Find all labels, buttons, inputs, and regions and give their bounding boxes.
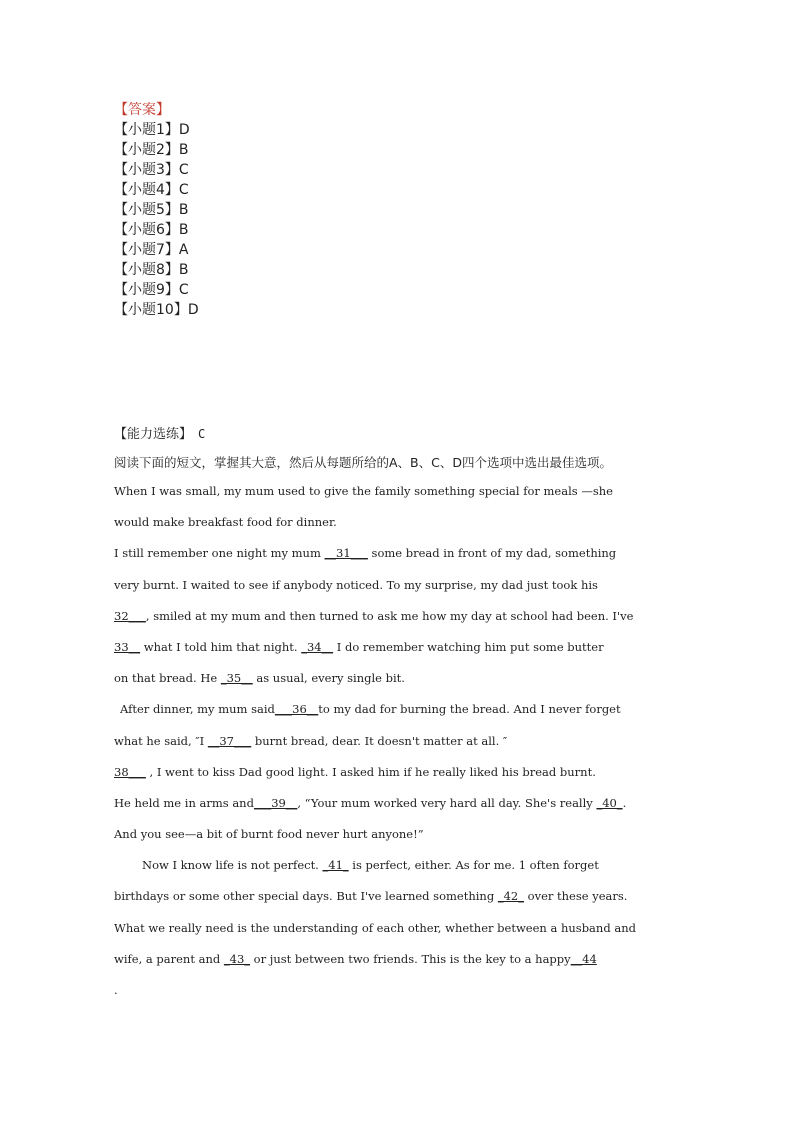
passage-line: What we really need is the understanding of each other, whether between a husband and: [114, 920, 636, 935]
passage-line: He held me in arms and ___39__ , “Your mum worked very hard all day. She's really _40_ .: [114, 788, 680, 819]
blank-31: __31___: [324, 546, 368, 561]
blank-42: _42_: [497, 889, 524, 904]
blank-41: _41_: [322, 858, 349, 873]
answer-row: 【小题8】B: [114, 262, 189, 278]
blank-34: _34__: [301, 639, 334, 654]
answer-row: 【小题3】C: [114, 162, 189, 178]
passage-line: I still remember one night my mum __31___ some bread in front of my dad, something: [114, 538, 680, 569]
passage-line: birthdays or some other special days. But I've learned something _42_ over these years.: [114, 881, 680, 912]
passage-line: what he said, ″I __37___ burnt bread, dear. It doesn't matter at all. ″: [114, 726, 680, 757]
answer-row: 【小题10】D: [114, 302, 199, 318]
answer-key: [114, 100, 199, 320]
blank-32: 32___: [114, 608, 146, 623]
passage-line: very burnt. I waited to see if anybody noticed. To my surprise, my dad just took his: [114, 577, 598, 592]
blank-43: _43_: [223, 951, 251, 966]
answer-row: 【小题9】C: [114, 282, 189, 298]
passage-line: 32___ , smiled at my mum and then turned to ask me how my day at school had been. I've: [114, 601, 680, 632]
passage-line: 33__ what I told him that night. _34__ I do remember watching him put some butter: [114, 632, 680, 663]
exercise-section: [114, 424, 680, 1006]
passage-line: .: [114, 983, 118, 997]
cloze-passage: [114, 476, 680, 1006]
passage-line: wife, a parent and _43_ or just between two friends. This is the key to a happy __44: [114, 944, 680, 975]
passage-line: would make breakfast food for dinner.: [114, 515, 337, 530]
blank-39: ___39__: [253, 795, 298, 810]
passage-line: When I was small, my mum used to give the family something special for meals —she: [114, 484, 613, 498]
blank-40: _40_: [596, 795, 623, 810]
blank-44: __44: [570, 951, 597, 966]
answer-row: 【小题5】B: [114, 202, 189, 218]
answer-row: 【小题7】A: [114, 242, 189, 258]
passage-line: on that bread. He _35__ as usual, every single bit.: [114, 663, 680, 694]
passage-line: 38___ , I went to kiss Dad good light. I asked him if he really liked his bread burnt.: [114, 757, 680, 788]
section-instruction: 阅读下面的短文，掌握其大意，然后从每题所给的A、B、C、D四个选项中选出最佳选项。: [114, 455, 612, 470]
blank-35: _35__: [220, 671, 253, 686]
answer-heading: 【答案】: [114, 102, 170, 118]
passage-line: Now I know life is not perfect. _41_ is perfect, either. As for me. 1 often forget: [114, 850, 680, 881]
answer-row: 【小题4】C: [114, 182, 189, 198]
blank-38: 38___: [114, 764, 146, 779]
blank-36: ___36__: [274, 702, 319, 717]
passage-line: After dinner, my mum said ___36__ to my dad for burning the bread. And I never forget: [114, 694, 680, 725]
answer-row: 【小题6】B: [114, 222, 189, 238]
blank-33: 33__: [114, 639, 141, 654]
section-title: 【能力选练】 C: [114, 427, 206, 442]
section-letter: C: [198, 427, 206, 441]
answer-row: 【小题1】D: [114, 122, 190, 138]
answer-row: 【小题2】B: [114, 142, 189, 158]
blank-37: __37___: [207, 733, 252, 748]
passage-line: And you see—a bit of burnt food never hurt anyone!”: [114, 827, 424, 842]
